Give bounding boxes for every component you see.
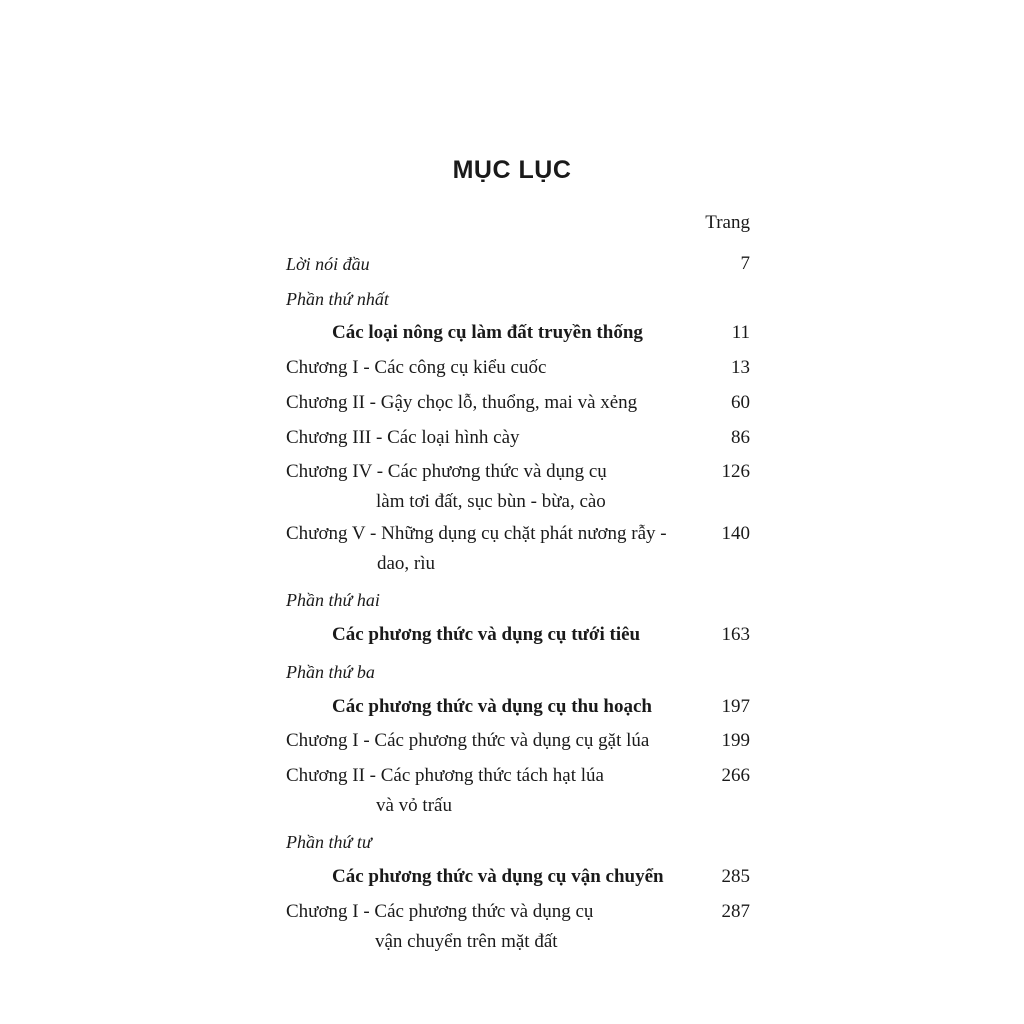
chapter-label: Chương IV - Các phương thức và dụng cụ <box>286 461 607 482</box>
chapter-entry <box>286 897 750 957</box>
chapter-entry <box>286 457 750 517</box>
part-heading-label: Phần thứ hai <box>286 590 380 610</box>
toc-entry-page: 285 <box>721 866 750 887</box>
toc-entry-foreword <box>286 249 750 279</box>
part-title-4 <box>286 862 750 892</box>
chapter-label: Chương I - Các phương thức và dụng cụ <box>286 901 594 922</box>
toc-entry-page: 163 <box>721 624 750 645</box>
part-title-1 <box>286 318 750 348</box>
toc-entry-page: 266 <box>721 765 750 786</box>
toc-entry-page: 60 <box>731 392 750 413</box>
part-heading-3 <box>286 657 750 687</box>
chapter-label: Chương III - Các loại hình cày <box>286 427 520 448</box>
chapter-entry <box>286 519 750 579</box>
part-title-2 <box>286 620 750 650</box>
part-title-label: Các phương thức và dụng cụ vận chuyển <box>332 866 664 887</box>
part-title-label: Các loại nông cụ làm đất truyền thống <box>332 322 643 343</box>
toc-entry-page: 86 <box>731 427 750 448</box>
part-heading-label: Phần thứ tư <box>286 832 372 852</box>
chapter-label-continuation: dao, rìu <box>377 553 436 574</box>
toc-entry-page: 7 <box>740 253 750 274</box>
page-column-label: Trang <box>705 212 750 233</box>
chapter-label: Chương V - Những dụng cụ chặt phát nương rẫy - <box>286 523 667 544</box>
part-heading-label: Phần thứ nhất <box>286 289 389 309</box>
part-heading-2 <box>286 585 750 615</box>
chapter-label-continuation: làm tơi đất, sục bùn - bừa, cào <box>376 491 606 512</box>
toc-entry-page: 140 <box>721 523 750 544</box>
toc-entry-page: 13 <box>731 357 750 378</box>
toc-entry-page: 287 <box>721 901 750 922</box>
part-title-label: Các phương thức và dụng cụ thu hoạch <box>332 696 652 717</box>
chapter-label: Chương II - Các phương thức tách hạt lúa <box>286 765 604 786</box>
toc-entry-page: 199 <box>721 730 750 751</box>
chapter-label: Chương I - Các phương thức và dụng cụ gặt lúa <box>286 730 650 751</box>
part-title-3 <box>286 692 750 722</box>
toc-entry-label: Lời nói đầu <box>286 254 370 274</box>
toc-entry-page: 197 <box>721 696 750 717</box>
chapter-entry <box>286 353 750 383</box>
page-title: MỤC LỤC <box>452 156 572 184</box>
chapter-entry <box>286 726 750 756</box>
part-title-label: Các phương thức và dụng cụ tưới tiêu <box>332 624 641 645</box>
chapter-entry <box>286 423 750 453</box>
toc-entry-page: 126 <box>721 461 750 482</box>
part-heading-4 <box>286 827 750 857</box>
chapter-label-continuation: và vỏ trấu <box>376 795 452 816</box>
chapter-entry <box>286 761 750 821</box>
chapter-label: Chương I - Các công cụ kiểu cuốc <box>286 357 547 378</box>
chapter-label-continuation: vận chuyển trên mặt đất <box>375 931 558 952</box>
chapter-entry <box>286 388 750 418</box>
chapter-label: Chương II - Gậy chọc lỗ, thuổng, mai và xẻng <box>286 392 638 413</box>
part-heading-1 <box>286 284 750 314</box>
toc-entry-page: 11 <box>731 322 750 343</box>
part-heading-label: Phần thứ ba <box>286 662 375 682</box>
